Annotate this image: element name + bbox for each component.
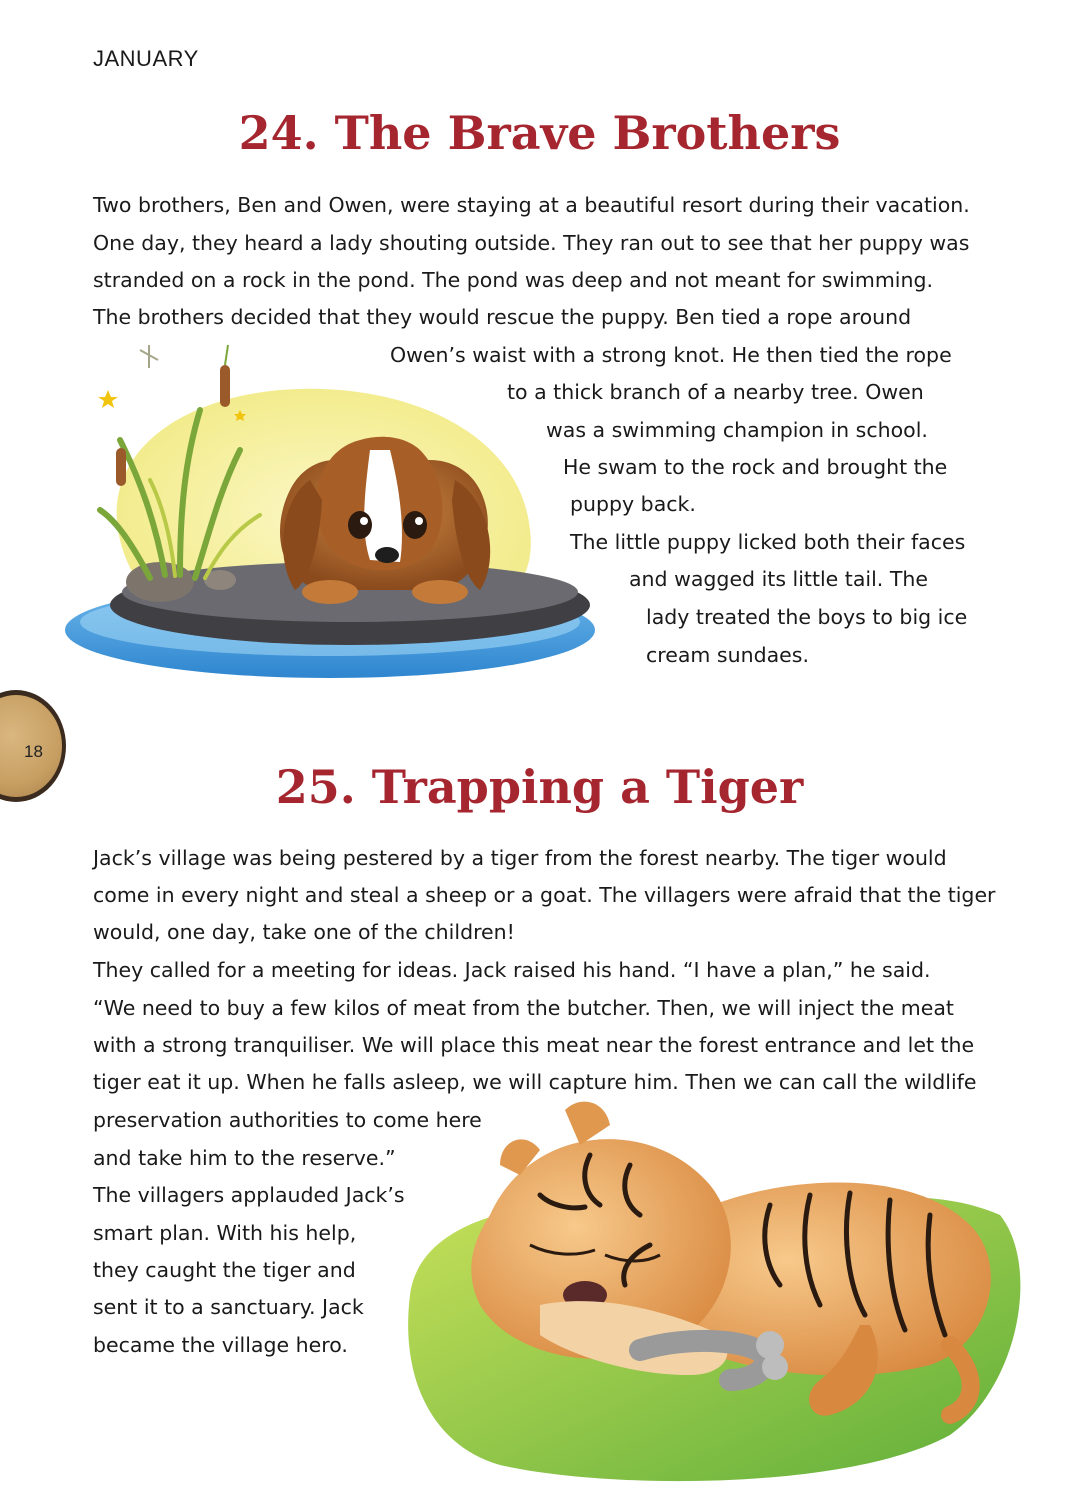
story-1-line: Two brothers, Ben and Owen, were staying at a beautiful resort during their vacation. bbox=[93, 193, 970, 217]
story-2-line: tiger eat it up. When he falls asleep, we will capture him. Then we can call the wildlife bbox=[93, 1070, 977, 1094]
story-2-line: with a strong tranquiliser. We will place this meat near the forest entrance and let the bbox=[93, 1033, 975, 1057]
story-1-title: 24. The Brave Brothers bbox=[238, 106, 841, 160]
story-2-line: became the village hero. bbox=[93, 1333, 348, 1357]
story-2-line: The villagers applauded Jack’s bbox=[93, 1183, 405, 1207]
story-2-line: smart plan. With his help, bbox=[93, 1221, 357, 1245]
story-2-line: would, one day, take one of the children! bbox=[93, 920, 515, 944]
story-1-line: puppy back. bbox=[570, 492, 696, 516]
month-header: JANUARY bbox=[93, 46, 199, 71]
story-1-line: cream sundaes. bbox=[646, 643, 809, 667]
story-1-line: Owen’s waist with a strong knot. He then tied the rope bbox=[390, 343, 952, 367]
story-2-line: “We need to buy a few kilos of meat from the butcher. Then, we will inject the meat bbox=[93, 996, 954, 1020]
story-2-line: They called for a meeting for ideas. Jack raised his hand. “I have a plan,” he said. bbox=[93, 958, 931, 982]
story-1-line: The little puppy licked both their faces bbox=[570, 530, 966, 554]
story-2-line: come in every night and steal a sheep or a goat. The villagers were afraid that the tiger bbox=[93, 883, 996, 907]
story-2-line: and take him to the reserve.” bbox=[93, 1146, 396, 1170]
story-1-line: to a thick branch of a nearby tree. Owen bbox=[507, 380, 924, 404]
page-number: 18 bbox=[24, 742, 43, 761]
story-2-title: 25. Trapping a Tiger bbox=[275, 760, 804, 814]
story-1-line: The brothers decided that they would rescue the puppy. Ben tied a rope around bbox=[93, 305, 912, 329]
story-1-line: lady treated the boys to big ice bbox=[646, 605, 968, 629]
story-1-line: One day, they heard a lady shouting outside. They ran out to see that her puppy was bbox=[93, 231, 970, 255]
story-2-line: sent it to a sanctuary. Jack bbox=[93, 1295, 364, 1319]
story-2-line: preservation authorities to come here bbox=[93, 1108, 482, 1132]
story-2-line: they caught the tiger and bbox=[93, 1258, 356, 1282]
story-1-line: was a swimming champion in school. bbox=[546, 418, 928, 442]
puppy-on-rock-illustration bbox=[60, 340, 620, 680]
story-1-line: and wagged its little tail. The bbox=[629, 567, 928, 591]
story-1-line: He swam to the rock and brought the bbox=[563, 455, 948, 479]
sleeping-tiger-illustration bbox=[390, 1095, 1040, 1490]
story-2-line: Jack’s village was being pestered by a tiger from the forest nearby. The tiger would bbox=[93, 846, 947, 870]
story-1-line: stranded on a rock in the pond. The pond was deep and not meant for swimming. bbox=[93, 268, 933, 292]
